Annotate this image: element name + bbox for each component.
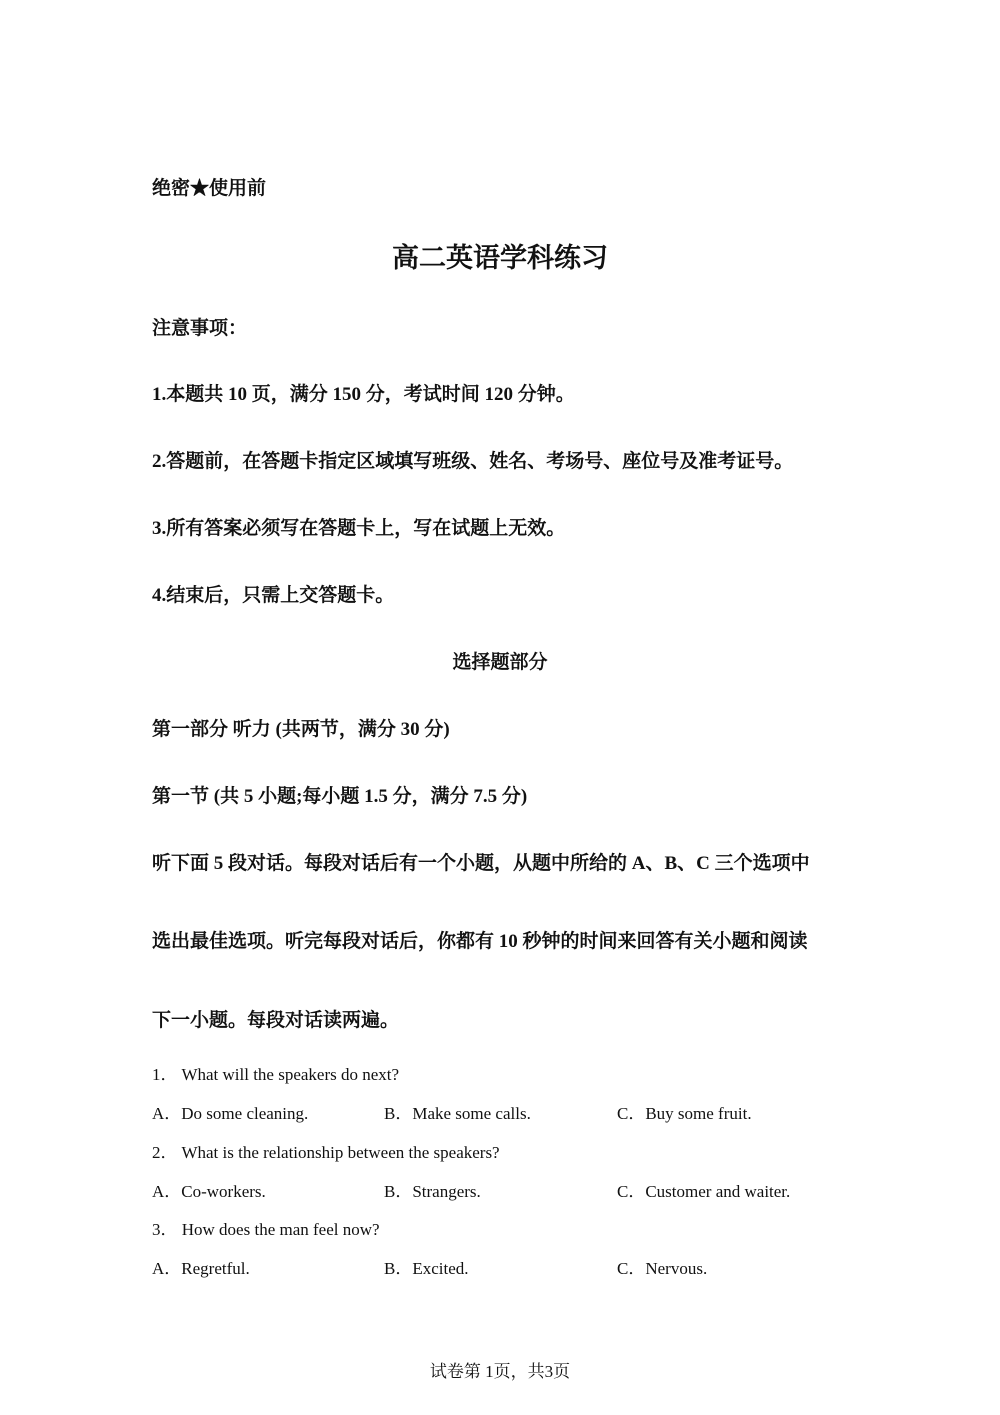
page-title: 高二英语学科练习 — [392, 243, 608, 273]
option-b: B．Strangers. — [384, 1182, 481, 1201]
option-c: C．Nervous. — [617, 1259, 708, 1278]
note-item: 2.答题前，在答题卡指定区域填写班级、姓名、考场号、座位号及准考证号。 — [152, 451, 794, 472]
question-stem: 3． How does the man feel now? — [152, 1220, 380, 1239]
section-label: 选择题部分 — [452, 652, 548, 673]
option-b: B．Make some calls. — [384, 1104, 531, 1123]
note-item: 3.所有答案必须写在答题卡上，写在试题上无效。 — [152, 518, 566, 539]
instruction-line: 听下面 5 段对话。每段对话后有一个小题，从题中所给的 A、B、C 三个选项中 — [152, 853, 810, 874]
option-a: A．Regretful. — [152, 1259, 250, 1278]
confidential-label: 绝密★使用前 — [152, 178, 267, 199]
option-c: C．Customer and waiter. — [617, 1182, 791, 1201]
option-a: A．Co-workers. — [152, 1182, 266, 1201]
instruction-line: 下一小题。每段对话读两遍。 — [152, 1010, 400, 1031]
part-heading: 第一部分 听力 (共两节，满分 30 分) — [152, 719, 450, 740]
question-stem: 2． What is the relationship between the speakers? — [152, 1143, 500, 1162]
option-b: B．Excited. — [384, 1259, 469, 1278]
instruction-line: 选出最佳选项。听完每段对话后，你都有 10 秒钟的时间来回答有关小题和阅读 — [152, 931, 808, 952]
note-item: 4.结束后，只需上交答题卡。 — [152, 585, 395, 606]
option-c: C．Buy some fruit. — [617, 1104, 752, 1123]
note-item: 1.本题共 10 页，满分 150 分，考试时间 120 分钟。 — [152, 384, 575, 405]
option-a: A．Do some cleaning. — [152, 1104, 309, 1123]
page-footer: 试卷第 1页，共3页 — [429, 1362, 571, 1381]
notes-heading: 注意事项： — [152, 318, 248, 339]
subsection-heading: 第一节 (共 5 小题;每小题 1.5 分，满分 7.5 分) — [152, 786, 528, 807]
question-stem: 1． What will the speakers do next? — [152, 1065, 400, 1084]
